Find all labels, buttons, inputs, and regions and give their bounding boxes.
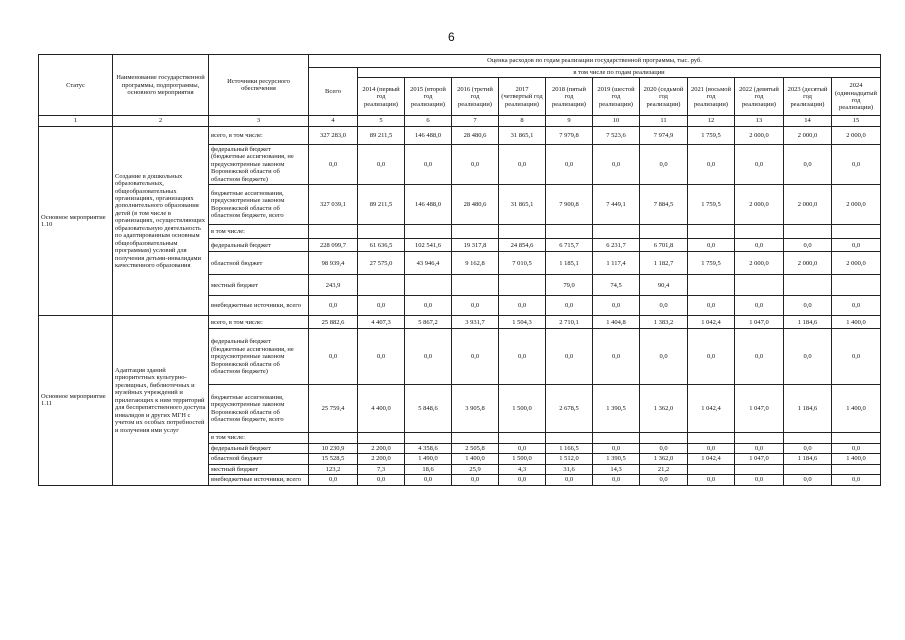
year-value: 1 185,1 (546, 252, 593, 275)
year-value: 0,0 (735, 329, 784, 385)
header-estimate: Оценка расходов по годам реализации государственной программы, тыс. руб. (309, 55, 881, 68)
year-value: 1 500,0 (499, 385, 546, 433)
year-value: 1 400,0 (832, 385, 881, 433)
year-value: 31 865,1 (499, 185, 546, 225)
year-value: 0,0 (832, 296, 881, 316)
year-value (593, 433, 640, 443)
year-value (358, 433, 405, 443)
year-value (452, 433, 499, 443)
year-value: 89 211,5 (358, 185, 405, 225)
header-year: 2014 (первый год реализации) (358, 78, 405, 116)
year-value: 0,0 (640, 475, 688, 485)
year-value: 1 117,4 (593, 252, 640, 275)
year-value: 1 184,6 (784, 454, 832, 464)
section-name: Адаптация зданий приоритетных культурно-зрелищных, библиотечных и музейных учреждений и прилегающих к ним территорий для беспрепятственного доступа инвалидов и других МГН с учетом их особых потребностей и получения ими услуг (113, 316, 209, 485)
column-number: 15 (832, 116, 881, 126)
year-value: 2 710,1 (546, 316, 593, 329)
year-value: 146 488,0 (405, 126, 452, 144)
section-status: Основное мероприятие 1.10 (39, 126, 113, 315)
year-value: 1 362,0 (640, 385, 688, 433)
year-value (546, 433, 593, 443)
year-value: 28 480,6 (452, 126, 499, 144)
year-value: 1 047,0 (735, 454, 784, 464)
year-value: 1 042,4 (688, 385, 735, 433)
total-value: 10 230,9 (309, 443, 358, 453)
year-value (784, 225, 832, 239)
year-value: 1 500,0 (499, 454, 546, 464)
year-value (499, 275, 546, 296)
year-value (784, 275, 832, 296)
year-value: 2 000,0 (784, 252, 832, 275)
year-value: 0,0 (735, 475, 784, 485)
year-value: 0,0 (832, 329, 881, 385)
year-value: 9 162,8 (452, 252, 499, 275)
year-value: 0,0 (832, 144, 881, 184)
header-year: 2017 (четвертый год реализации) (499, 78, 546, 116)
year-value: 0,0 (405, 475, 452, 485)
year-value: 0,0 (688, 329, 735, 385)
header-name: Наименование государственной программы, подпрограммы, основного мероприятия (113, 55, 209, 116)
section-name: Создание в дошкольных образовательных, общеобразовательных организациях, организациях дополнительного образования детей (в том числе в организациях, осуществляющих образовательную деятельность по адаптированным основным общеобразовательным программам) условий для получения детьми-инвалидами качественного образования (113, 126, 209, 315)
table-row (39, 316, 881, 329)
year-value: 0,0 (358, 329, 405, 385)
year-value: 1 166,5 (546, 443, 593, 453)
year-value: 0,0 (546, 296, 593, 316)
year-value (593, 225, 640, 239)
year-value: 1 390,5 (593, 385, 640, 433)
year-value: 4 407,3 (358, 316, 405, 329)
total-value: 0,0 (309, 329, 358, 385)
funding-source: федеральный бюджет (209, 443, 309, 453)
column-number: 8 (499, 116, 546, 126)
year-value: 0,0 (784, 296, 832, 316)
year-value: 27 575,0 (358, 252, 405, 275)
year-value (452, 275, 499, 296)
year-value (832, 275, 881, 296)
year-value: 3 931,7 (452, 316, 499, 329)
header-year: 2019 (шестой год реализации) (593, 78, 640, 116)
header-year: 2016 (третий год реализации) (452, 78, 499, 116)
column-number: 7 (452, 116, 499, 126)
year-value: 7 900,8 (546, 185, 593, 225)
year-value: 2 000,0 (735, 126, 784, 144)
funding-source: всего, в том числе: (209, 126, 309, 144)
year-value: 0,0 (499, 296, 546, 316)
header-year: 2018 (пятый год реализации) (546, 78, 593, 116)
year-value (688, 433, 735, 443)
year-value: 0,0 (452, 329, 499, 385)
total-value: 243,9 (309, 275, 358, 296)
year-value: 1 759,5 (688, 126, 735, 144)
year-value: 0,0 (735, 443, 784, 453)
year-value (832, 225, 881, 239)
year-value (688, 225, 735, 239)
year-value: 0,0 (735, 144, 784, 184)
column-number: 11 (640, 116, 688, 126)
header-year: 2015 (второй год реализации) (405, 78, 452, 116)
year-value (640, 225, 688, 239)
year-value: 0,0 (593, 475, 640, 485)
funding-source: местный бюджет (209, 464, 309, 474)
total-value: 327 283,0 (309, 126, 358, 144)
funding-source: областной бюджет (209, 252, 309, 275)
year-value: 0,0 (735, 239, 784, 252)
funding-source: всего, в том числе: (209, 316, 309, 329)
funding-source: федеральный бюджет (209, 239, 309, 252)
year-value: 0,0 (593, 443, 640, 453)
total-value: 25 759,4 (309, 385, 358, 433)
year-value: 7 010,5 (499, 252, 546, 275)
year-value (735, 225, 784, 239)
year-value: 7 979,8 (546, 126, 593, 144)
year-value (499, 433, 546, 443)
total-value (309, 433, 358, 443)
year-value: 146 488,0 (405, 185, 452, 225)
year-value: 43 946,4 (405, 252, 452, 275)
year-value: 28 480,6 (452, 185, 499, 225)
year-value: 2 000,0 (832, 185, 881, 225)
year-value (499, 225, 546, 239)
year-value: 1 047,0 (735, 316, 784, 329)
year-value: 1 400,0 (832, 316, 881, 329)
table-row (39, 126, 881, 144)
header-year: 2024 (одиннадцатый год реализации) (832, 78, 881, 116)
year-value (405, 275, 452, 296)
year-value: 0,0 (688, 443, 735, 453)
funding-source: в том числе: (209, 225, 309, 239)
year-value: 0,0 (593, 296, 640, 316)
year-value: 0,0 (784, 329, 832, 385)
year-value: 18,6 (405, 464, 452, 474)
year-value: 0,0 (499, 144, 546, 184)
year-value: 1 490,0 (405, 454, 452, 464)
year-value: 0,0 (784, 443, 832, 453)
year-value (688, 464, 735, 474)
year-value: 0,0 (452, 475, 499, 485)
year-value (405, 225, 452, 239)
year-value: 0,0 (784, 144, 832, 184)
year-value (832, 433, 881, 443)
year-value: 0,0 (832, 239, 881, 252)
column-number: 9 (546, 116, 593, 126)
year-value: 0,0 (358, 296, 405, 316)
year-value: 1 184,6 (784, 385, 832, 433)
year-value: 7,3 (358, 464, 405, 474)
header-total: Всего (309, 68, 358, 116)
year-value: 0,0 (640, 296, 688, 316)
year-value (452, 225, 499, 239)
year-value: 61 636,5 (358, 239, 405, 252)
year-value: 79,0 (546, 275, 593, 296)
year-value: 6 231,7 (593, 239, 640, 252)
year-value: 0,0 (688, 296, 735, 316)
year-value: 6 701,8 (640, 239, 688, 252)
funding-source: в том числе: (209, 433, 309, 443)
year-value: 1 390,5 (593, 454, 640, 464)
year-value (784, 464, 832, 474)
year-value: 0,0 (546, 144, 593, 184)
header-source: Источники ресурсного обеспечения (209, 55, 309, 116)
year-value: 5 848,6 (405, 385, 452, 433)
year-value: 4,3 (499, 464, 546, 474)
year-value: 0,0 (405, 329, 452, 385)
year-value: 1 759,5 (688, 252, 735, 275)
year-value: 2 000,0 (735, 185, 784, 225)
total-value (309, 225, 358, 239)
header-status: Статус (39, 55, 113, 116)
total-value: 0,0 (309, 296, 358, 316)
year-value: 2 678,5 (546, 385, 593, 433)
year-value: 0,0 (405, 144, 452, 184)
year-value: 1 047,0 (735, 385, 784, 433)
funding-source: бюджетные ассигнования, предусмотренные законом Воронежской области об областном бюджете, всего (209, 385, 309, 433)
year-value: 74,5 (593, 275, 640, 296)
year-value: 1 400,0 (832, 454, 881, 464)
year-value: 0,0 (832, 475, 881, 485)
total-value: 0,0 (309, 475, 358, 485)
year-value: 0,0 (546, 475, 593, 485)
year-value: 0,0 (640, 329, 688, 385)
year-value: 0,0 (546, 329, 593, 385)
year-value: 7 884,5 (640, 185, 688, 225)
total-value: 123,2 (309, 464, 358, 474)
header-year: 2020 (седьмой год реализации) (640, 78, 688, 116)
column-number: 6 (405, 116, 452, 126)
year-value: 1 042,4 (688, 316, 735, 329)
year-value: 1 504,3 (499, 316, 546, 329)
column-number: 14 (784, 116, 832, 126)
column-number: 13 (735, 116, 784, 126)
header-year: 2023 (десятый год реализации) (784, 78, 832, 116)
column-number: 4 (309, 116, 358, 126)
funding-source: бюджетные ассигнования, предусмотренные законом Воронежской области об областном бюджете, всего (209, 185, 309, 225)
year-value: 5 867,2 (405, 316, 452, 329)
column-number: 10 (593, 116, 640, 126)
column-number: 12 (688, 116, 735, 126)
year-value: 31 865,1 (499, 126, 546, 144)
year-value: 0,0 (688, 475, 735, 485)
year-value: 1 042,4 (688, 454, 735, 464)
year-value: 0,0 (640, 144, 688, 184)
total-value: 0,0 (309, 144, 358, 184)
year-value (688, 275, 735, 296)
year-value: 7 449,1 (593, 185, 640, 225)
year-value: 1 759,5 (688, 185, 735, 225)
year-value (640, 433, 688, 443)
header-year: 2022 (девятый год реализации) (735, 78, 784, 116)
year-value: 2 000,0 (832, 252, 881, 275)
section-status: Основное мероприятие 1.11 (39, 316, 113, 485)
total-value: 228 099,7 (309, 239, 358, 252)
year-value (784, 433, 832, 443)
year-value: 0,0 (405, 296, 452, 316)
funding-source: областной бюджет (209, 454, 309, 464)
year-value: 25,9 (452, 464, 499, 474)
year-value: 24 854,6 (499, 239, 546, 252)
year-value: 1 400,0 (452, 454, 499, 464)
year-value: 14,3 (593, 464, 640, 474)
year-value: 1 512,0 (546, 454, 593, 464)
year-value (358, 225, 405, 239)
year-value: 0,0 (832, 443, 881, 453)
funding-source: местный бюджет (209, 275, 309, 296)
year-value: 0,0 (784, 239, 832, 252)
year-value: 0,0 (499, 475, 546, 485)
year-value: 2 200,0 (358, 454, 405, 464)
year-value: 0,0 (688, 239, 735, 252)
resource-table (38, 54, 881, 486)
column-number: 2 (113, 116, 209, 126)
header-incl-years: в том числе по годам реализации (358, 68, 881, 78)
funding-source: федеральный бюджет (бюджетные ассигнования, не предусмотренные законом Воронежской области об областном бюджете) (209, 329, 309, 385)
total-value: 327 039,1 (309, 185, 358, 225)
year-value (735, 275, 784, 296)
year-value: 2 505,8 (452, 443, 499, 453)
total-value: 98 939,4 (309, 252, 358, 275)
year-value: 4 358,6 (405, 443, 452, 453)
column-number: 1 (39, 116, 113, 126)
year-value (546, 225, 593, 239)
year-value: 0,0 (784, 475, 832, 485)
year-value (735, 433, 784, 443)
year-value (832, 464, 881, 474)
year-value: 2 000,0 (784, 126, 832, 144)
year-value: 90,4 (640, 275, 688, 296)
year-value: 0,0 (735, 296, 784, 316)
year-value: 1 404,8 (593, 316, 640, 329)
page-number: 6 (448, 30, 455, 44)
funding-source: внебюджетные источники, всего (209, 475, 309, 485)
year-value: 0,0 (593, 144, 640, 184)
year-value: 0,0 (688, 144, 735, 184)
year-value: 4 400,0 (358, 385, 405, 433)
year-value: 1 383,2 (640, 316, 688, 329)
year-value: 0,0 (358, 475, 405, 485)
year-value: 0,0 (358, 144, 405, 184)
year-value: 2 000,0 (832, 126, 881, 144)
column-number: 5 (358, 116, 405, 126)
year-value: 89 211,5 (358, 126, 405, 144)
year-value: 7 523,6 (593, 126, 640, 144)
year-value: 6 715,7 (546, 239, 593, 252)
year-value: 0,0 (452, 296, 499, 316)
year-value: 21,2 (640, 464, 688, 474)
year-value: 102 541,6 (405, 239, 452, 252)
year-value: 0,0 (452, 144, 499, 184)
year-value: 2 200,0 (358, 443, 405, 453)
year-value: 0,0 (499, 329, 546, 385)
year-value (735, 464, 784, 474)
year-value: 0,0 (499, 443, 546, 453)
year-value: 3 905,8 (452, 385, 499, 433)
year-value: 1 184,6 (784, 316, 832, 329)
year-value: 7 974,9 (640, 126, 688, 144)
funding-source: внебюджетные источники, всего (209, 296, 309, 316)
year-value: 2 000,0 (784, 185, 832, 225)
year-value: 1 182,7 (640, 252, 688, 275)
year-value (405, 433, 452, 443)
year-value: 1 362,0 (640, 454, 688, 464)
year-value: 31,6 (546, 464, 593, 474)
total-value: 25 882,6 (309, 316, 358, 329)
header-year: 2021 (восьмой год реализации) (688, 78, 735, 116)
column-number: 3 (209, 116, 309, 126)
year-value: 19 317,8 (452, 239, 499, 252)
year-value: 2 000,0 (735, 252, 784, 275)
total-value: 15 528,5 (309, 454, 358, 464)
funding-source: федеральный бюджет (бюджетные ассигнования, не предусмотренные законом Воронежской области об областном бюджете) (209, 144, 309, 184)
year-value: 0,0 (640, 443, 688, 453)
year-value: 0,0 (593, 329, 640, 385)
year-value (358, 275, 405, 296)
